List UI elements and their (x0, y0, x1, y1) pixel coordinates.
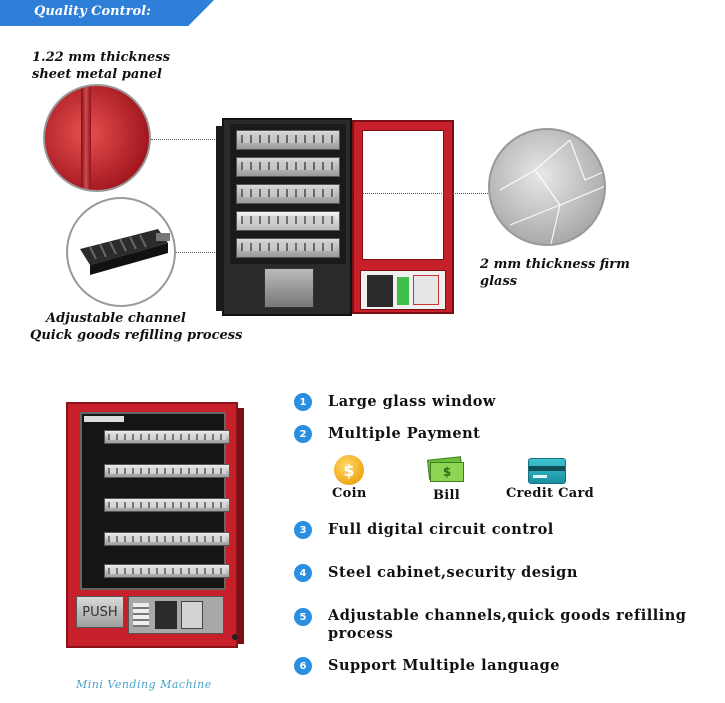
feature-item (294, 564, 578, 582)
metal-panel-pointer-line (151, 139, 223, 140)
glass-callout: 2 mm thickness firm glass (480, 257, 630, 289)
metal-panel-callout: 1.22 mm thickness sheet metal panel (32, 50, 170, 82)
feature-number-badge: 1 (294, 393, 312, 411)
feature-number-badge: 3 (294, 521, 312, 539)
feature-number-badge: 6 (294, 657, 312, 675)
feature-text: Large glass window (328, 393, 496, 410)
feature-text: Support Multiple language (328, 657, 560, 674)
feature-item (294, 607, 704, 643)
feature-number-badge: 5 (294, 608, 312, 626)
metal-panel-zoom-image (43, 84, 151, 192)
feature-item (294, 521, 554, 539)
feature-item (294, 425, 480, 443)
feature-text: Adjustable channels,quick goods refilling process (328, 607, 687, 642)
feature-item (294, 393, 496, 411)
adjustable-channel-zoom-image (66, 197, 176, 307)
feature-text: Full digital circuit control (328, 521, 554, 538)
feature-text: Steel cabinet,security design (328, 564, 578, 581)
feature-item (294, 657, 560, 675)
payment-label-credit-card: Credit Card (506, 486, 595, 501)
machine-caption: Mini Vending Machine (76, 678, 212, 691)
coin-icon: $ (334, 455, 364, 485)
push-flap[interactable] (76, 596, 124, 628)
payment-label-bill: Bill (433, 488, 461, 503)
banner-title: Quality Control: (34, 4, 151, 19)
open-vending-machine-image (216, 118, 456, 318)
mini-vending-machine-image (66, 402, 242, 648)
credit-card-icon (528, 458, 566, 484)
payment-label-coin: Coin (332, 486, 367, 501)
bill-icon: $ (428, 458, 464, 484)
feature-number-badge: 2 (294, 425, 312, 443)
channel-callout: Adjustable channel Quick goods refilling process (30, 311, 243, 343)
push-label: PUSH (82, 604, 118, 620)
glass-zoom-image (488, 128, 606, 246)
glass-pointer-line (355, 193, 488, 194)
feature-number-badge: 4 (294, 564, 312, 582)
feature-text: Multiple Payment (328, 425, 481, 442)
